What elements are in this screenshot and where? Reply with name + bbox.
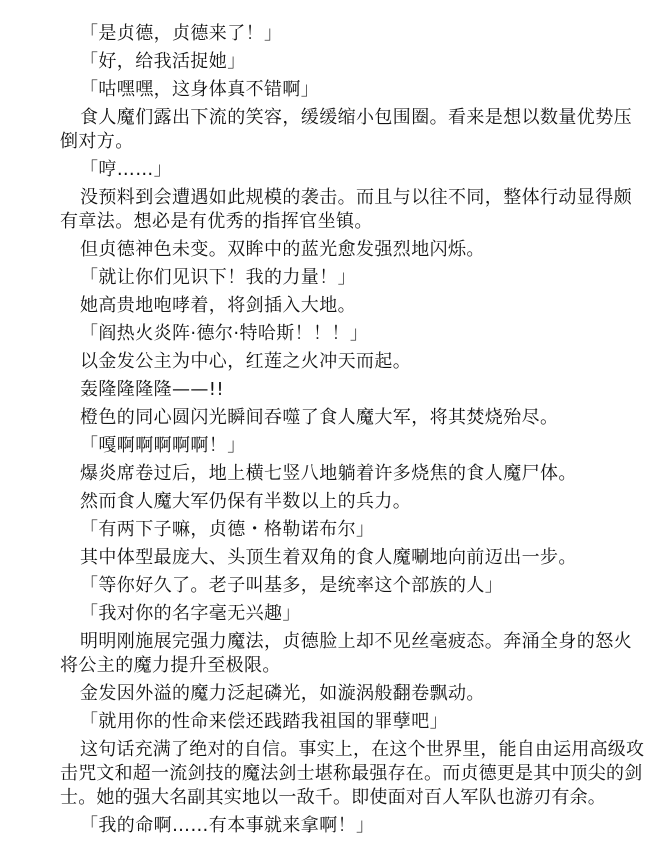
paragraph: 「是贞德，贞德来了！」 <box>80 23 283 44</box>
paragraph: 「阎热火炎阵·德尔·特哈斯！！！」 <box>80 323 369 344</box>
paragraph: 「等你好久了。老子叫基多，是统率这个部族的人」 <box>80 575 504 596</box>
paragraph: 「好，给我活捉她」 <box>80 51 246 72</box>
paragraph: 「嘎啊啊啊啊啊！」 <box>80 435 246 456</box>
paragraph: 这句话充满了绝对的自信。事实上，在这个世界里，能自由运用高级攻击咒文和超一流剑技的魔法剑士堪称最强存在。而贞德更是其中顶尖的剑士。她的强大名副其实地以一敌千。即使面对百人军队也游刃有余。 <box>60 739 645 808</box>
paragraph: 橙色的同心圆闪光瞬间吞噬了食人魔大军，将其焚烧殆尽。 <box>80 407 559 428</box>
paragraph: 没预料到会遭遇如此规模的袭击。而且与以往不同，整体行动显得颇有章法。想必是有优秀的指挥官坐镇。 <box>60 187 632 232</box>
paragraph: 然而食人魔大军仍保有半数以上的兵力。 <box>80 491 412 512</box>
paragraph: 「哼……」 <box>80 159 172 180</box>
paragraph: 「就让你们见识下！我的力量！」 <box>80 267 356 288</box>
paragraph: 食人魔们露出下流的笑容，缓缓缩小包围圈。看来是想以数量优势压倒对方。 <box>60 107 632 152</box>
paragraph: 轰隆隆隆隆——!! <box>80 379 225 400</box>
paragraph: 以金发公主为中心，红莲之火冲天而起。 <box>80 351 412 372</box>
paragraph: 爆炎席卷过后，地上横七竖八地躺着许多烧焦的食人魔尸体。 <box>80 463 577 484</box>
paragraph: 「有两下子嘛，贞德・格勒诺布尔」 <box>80 519 375 540</box>
paragraph: 「咕嘿嘿，这身体真不错啊」 <box>80 79 320 100</box>
paragraph: 明明刚施展完强力魔法，贞德脸上却不见丝毫疲态。奔涌全身的怒火将公主的魔力提升至极限。 <box>60 631 632 676</box>
paragraph: 「我的命啊……有本事就来拿啊！」 <box>80 815 375 836</box>
paragraph: 其中体型最庞大、头顶生着双角的食人魔唰地向前迈出一步。 <box>80 547 577 568</box>
paragraph: 金发因外溢的魔力泛起磷光，如漩涡般翻卷飘动。 <box>80 683 485 704</box>
paragraph: 「就用你的性命来偿还践踏我祖国的罪孽吧」 <box>80 711 448 732</box>
paragraph: 但贞德神色未变。双眸中的蓝光愈发强烈地闪烁。 <box>80 239 485 260</box>
document-body <box>60 22 650 842</box>
paragraph: 「我对你的名字毫无兴趣」 <box>80 603 301 624</box>
paragraph: 她高贵地咆哮着，将剑插入大地。 <box>80 295 356 316</box>
